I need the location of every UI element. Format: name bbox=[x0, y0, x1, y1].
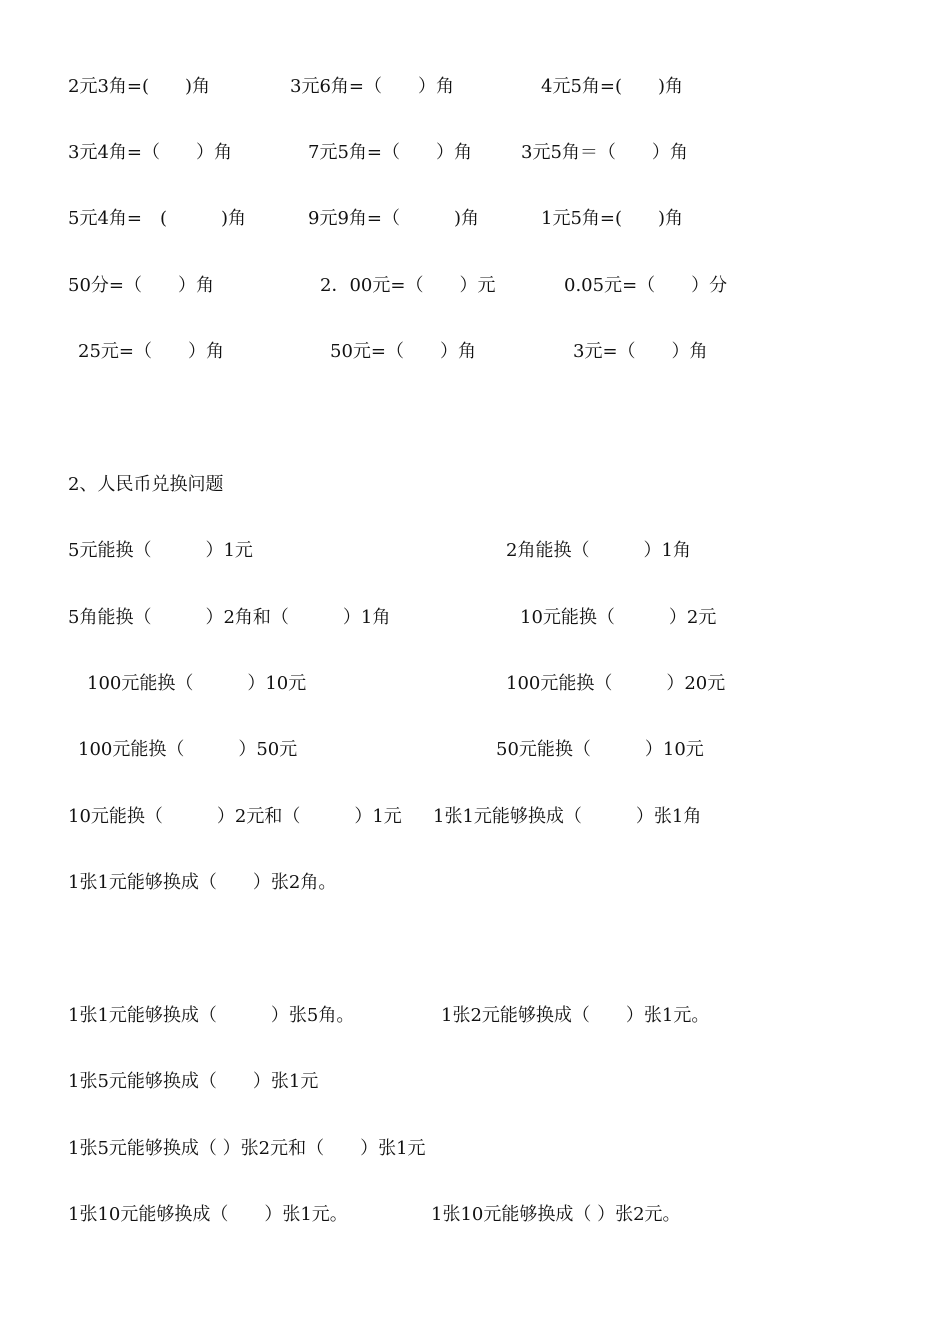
conversion-item: 2．00元=（ ）元 bbox=[320, 275, 496, 296]
conversion-item: 3元5角＝（ ）角 bbox=[521, 142, 688, 163]
conversion-item: 4元5角=( )角 bbox=[541, 76, 684, 97]
exchange-item: 1张1元能够换成（ ）张1角 bbox=[433, 806, 702, 827]
exchange-item: 1张5元能够换成（ ）张1元 bbox=[68, 1071, 319, 1092]
exchange-item: 10元能换（ ）2元和（ ）1元 bbox=[68, 806, 402, 827]
exchange-item: 1张2元能够换成（ ）张1元。 bbox=[441, 1005, 710, 1026]
exchange-item: 5角能换（ ）2角和（ ）1角 bbox=[68, 607, 391, 628]
conversion-item: 0.05元=（ ）分 bbox=[564, 275, 728, 296]
exchange-item: 100元能换（ ）20元 bbox=[506, 673, 726, 694]
conversion-item: 50分=（ ）角 bbox=[68, 275, 214, 296]
conversion-item: 1元5角=( )角 bbox=[541, 208, 684, 229]
exchange-item: 1张10元能够换成（ ）张2元。 bbox=[431, 1204, 681, 1225]
conversion-item: 7元5角=（ ）角 bbox=[308, 142, 472, 163]
conversion-item: 2元3角=( )角 bbox=[68, 76, 211, 97]
exchange-item: 10元能换（ ）2元 bbox=[520, 607, 717, 628]
conversion-item: 3元=（ ）角 bbox=[573, 341, 708, 362]
exchange-item: 100元能换（ ）10元 bbox=[87, 673, 307, 694]
exchange-item: 1张5元能够换成（ ）张2元和（ ）张1元 bbox=[68, 1138, 426, 1159]
exchange-item: 100元能换（ ）50元 bbox=[78, 739, 298, 760]
exchange-item: 5元能换（ ）1元 bbox=[68, 540, 253, 561]
exchange-item: 1张1元能够换成（ ）张2角。 bbox=[68, 872, 337, 893]
conversion-item: 50元=（ ）角 bbox=[330, 341, 476, 362]
conversion-item: 3元4角=（ ）角 bbox=[68, 142, 232, 163]
conversion-item: 5元4角= ( )角 bbox=[68, 208, 247, 229]
exchange-item: 50元能换（ ）10元 bbox=[496, 739, 704, 760]
section-heading: 2、人民币兑换问题 bbox=[68, 474, 224, 495]
exchange-item: 1张10元能够换成（ ）张1元。 bbox=[68, 1204, 348, 1225]
conversion-item: 25元=（ ）角 bbox=[78, 341, 224, 362]
conversion-item: 3元6角=（ ）角 bbox=[290, 76, 454, 97]
exchange-item: 1张1元能够换成（ ）张5角。 bbox=[68, 1005, 355, 1026]
exchange-item: 2角能换（ ）1角 bbox=[506, 540, 691, 561]
conversion-item: 9元9角=（ )角 bbox=[308, 208, 480, 229]
